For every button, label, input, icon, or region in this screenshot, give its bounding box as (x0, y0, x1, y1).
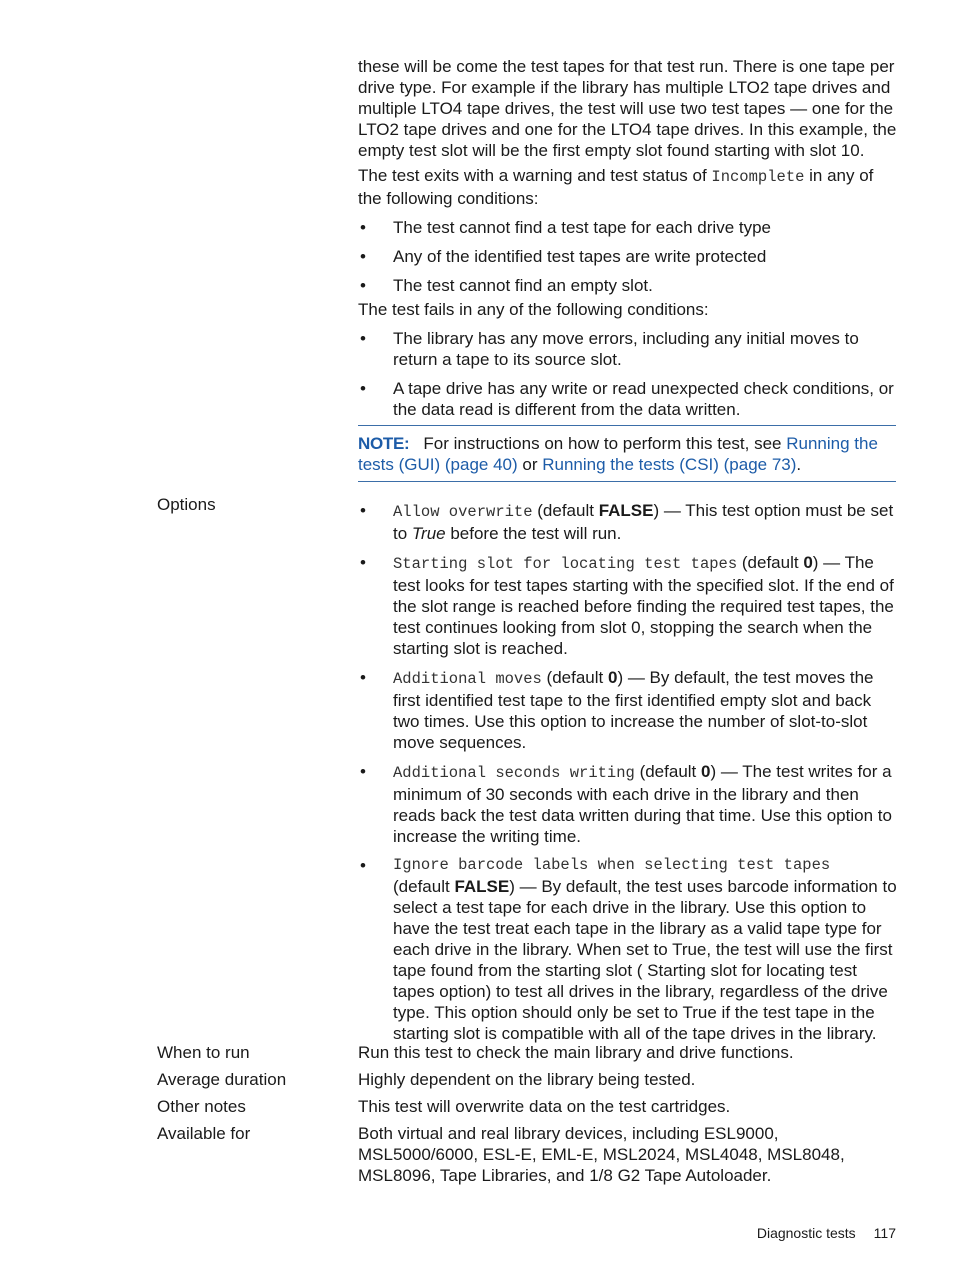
list-item: • Any of the identified test tapes are write protected (358, 246, 898, 267)
option-code: Starting slot for locating test tapes (393, 555, 738, 573)
option-additional-moves: • Additional moves (default 0) — By default, the test moves the first identified test tape to the first identified empty slot and back two times. Use this option to increase the number of slot-to-slot move sequences. (358, 667, 898, 753)
other-notes-label: Other notes (157, 1097, 246, 1116)
link-running-tests-gui[interactable]: Running the tests (GUI) (page 40) (358, 434, 878, 474)
note-box: NOTE: For instructions on how to perform this test, see Running the tests (GUI) (page 40) or Running the tests (CSI) (page 73). (358, 434, 878, 474)
option-code: Additional moves (393, 670, 542, 688)
when-to-run-value: Run this test to check the main library and drive functions. (358, 1043, 794, 1062)
average-duration-label: Average duration (157, 1070, 287, 1089)
list-item: • The library has any move errors, including any initial moves to return a tape to its source slot. (358, 328, 898, 370)
list-item: • The test cannot find an empty slot. (358, 275, 898, 296)
available-for-value: Both virtual and real library devices, including ESL9000, MSL5000/6000, ESL-E, EML-E, MSL2024, MSL4048, MSL8048, MSL8096, Tape Libraries, and 1/8 G2 Tape Autoloader. (358, 1124, 845, 1185)
footer-section-title: Diagnostic tests (756, 1225, 856, 1241)
page-number: 117 (873, 1225, 896, 1241)
option-code: • Ignore barcode labels when selecting test tapes (393, 856, 831, 874)
fail-intro: The test fails in any of the following conditions: (358, 300, 709, 319)
option-allow-overwrite: • Allow overwrite (default FALSE) — This test option must be set to True before the test will run. (358, 500, 898, 544)
intro-paragraph: these will be come the test tapes for that test run. There is one tape per drive type. For example if the library has multiple LTO2 tape drives and multiple LTO4 tape drives, the test will use two test tapes — one for the LTO2 tape drives and one for the LTO4 tape drives. In this example, the empty test slot will be the first empty slot found starting with slot 10. (358, 57, 897, 160)
list-item: • A tape drive has any write or read unexpected check conditions, or the data read is different from the data written. (358, 378, 898, 420)
options-section (358, 500, 898, 1052)
other-notes-value: This test will overwrite data on the test cartridges. (358, 1097, 731, 1116)
intro-section (358, 56, 898, 428)
options-label: Options (157, 495, 216, 514)
fail-conditions-list (358, 328, 898, 420)
warning-conditions-list (358, 217, 898, 296)
note-bottom-rule (358, 481, 896, 482)
status-code: Incomplete (711, 168, 805, 186)
option-additional-seconds-writing: • Additional seconds writing (default 0) — The test writes for a minimum of 30 seconds with each drive in the library and then reads back the test data written during that time. Use this option to increase the writing time. (358, 761, 898, 847)
option-code: Allow overwrite (393, 503, 533, 521)
option-code: Additional seconds writing (393, 764, 635, 782)
list-item: • The test cannot find a test tape for each drive type (358, 217, 898, 238)
option-starting-slot: • Starting slot for locating test tapes (default 0) — The test looks for test tapes starting with the specified slot. If the end of the slot range is reached before finding the required test tapes, the test continues looking from slot 0, stopping the search when the starting slot is reached. (358, 552, 898, 659)
link-running-tests-csi[interactable]: Running the tests (CSI) (page 73) (542, 455, 797, 474)
note-label: NOTE: (358, 434, 410, 453)
option-ignore-barcode-labels: • Ignore barcode labels when selecting test tapes (default FALSE) — By default, the test uses barcode information to select a test tape for each drive in the library. Use this option to have the test treat each tape in the library as a valid tape type for each drive in the library. When set to True, the test will use the first tape found from the starting slot ( Starting slot for locating test tapes option) to test all drives in the library, regardless of the drive type. This option should only be set to True if the test tape in the starting slot is compatible with all of the tape drives in the library. (358, 855, 898, 1044)
note-top-rule (358, 425, 896, 426)
average-duration-value: Highly dependent on the library being tested. (358, 1070, 696, 1089)
available-for-label: Available for (157, 1124, 251, 1143)
when-to-run-label: When to run (157, 1043, 250, 1062)
page-footer (757, 1223, 896, 1244)
warning-intro: The test exits with a warning and test status of Incomplete in any of the following conditions: (358, 166, 874, 208)
options-list (358, 500, 898, 1044)
